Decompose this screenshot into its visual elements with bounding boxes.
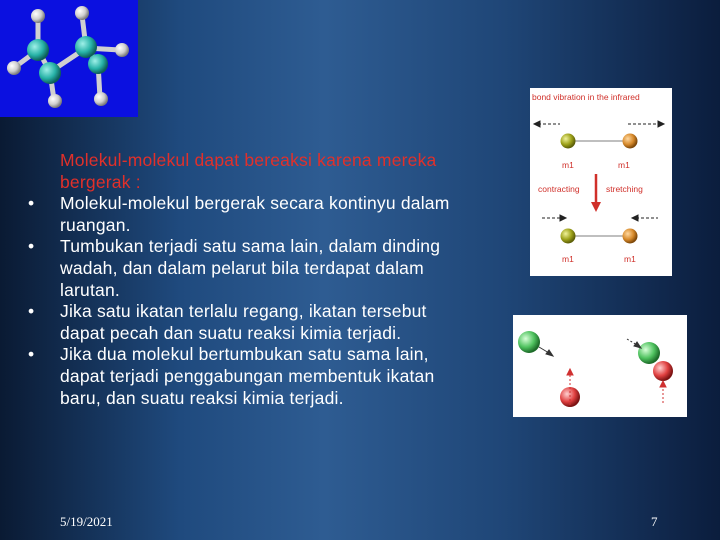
bullet-4-line-1: Jika dua molekul bertumbukan satu sama lain, bbox=[60, 344, 429, 365]
page-number: 7 bbox=[651, 514, 658, 529]
bullet-item-2 bbox=[22, 236, 500, 301]
intro-text bbox=[22, 150, 500, 193]
mass-label-right-top: m1 bbox=[618, 160, 630, 170]
bullet-dot: • bbox=[28, 301, 35, 322]
collision-diagram bbox=[513, 315, 687, 417]
footer-date: 5/19/2021 bbox=[60, 514, 113, 529]
bullet-1-line-2: ruangan. bbox=[60, 214, 131, 235]
bullet-3-line-1: Jika satu ikatan terlalu regang, ikatan tersebut bbox=[60, 301, 427, 322]
motion-arrow-icon bbox=[539, 347, 553, 356]
bullet-item-1 bbox=[22, 193, 500, 236]
mass-label-right-bottom: m1 bbox=[624, 254, 636, 264]
bullet-4-line-3: baru, dan suatu reaksi kimia terjadi. bbox=[60, 387, 344, 408]
motion-arrow-icon bbox=[660, 381, 666, 403]
bullet-2-line-2: wadah, dan dalam pelarut bila terdapat dalam bbox=[60, 257, 424, 278]
bullet-item-4 bbox=[22, 344, 500, 409]
bullet-2-line-3: larutan. bbox=[60, 279, 120, 300]
slide-body-text bbox=[22, 150, 500, 409]
ethylene-molecule-image bbox=[0, 0, 138, 117]
bond-vibration-figure bbox=[530, 88, 672, 276]
green-molecule-left bbox=[518, 331, 540, 353]
bullet-dot: • bbox=[28, 193, 35, 214]
bullet-dot: • bbox=[28, 236, 35, 257]
molecule-model-icon bbox=[0, 0, 138, 117]
atom-right-top bbox=[623, 134, 638, 149]
bullet-4-line-2: dapat terjadi penggabungan membentuk ikatan bbox=[60, 365, 435, 386]
intro-line-2: bergerak : bbox=[60, 171, 141, 192]
bullet-1-line-1: Molekul-molekul bergerak secara kontinyu dalam bbox=[60, 193, 450, 214]
bullet-3-line-2: dapat pecah dan suatu reaksi kimia terjadi. bbox=[60, 322, 402, 343]
motion-arrow-icon bbox=[627, 339, 641, 348]
atom-right-bottom bbox=[623, 229, 638, 244]
mass-label-left-top: m1 bbox=[562, 160, 574, 170]
vibration-arrow-icon bbox=[591, 174, 601, 212]
vibration-title: bond vibration in the infrared bbox=[532, 92, 640, 102]
red-molecule-right bbox=[653, 361, 673, 381]
bullet-item-3 bbox=[22, 301, 500, 344]
stretching-label: stretching bbox=[606, 184, 643, 194]
contracting-label: contracting bbox=[538, 184, 580, 194]
green-molecule-right bbox=[638, 342, 660, 364]
bullet-2-line-1: Tumbukan terjadi satu sama lain, dalam dinding bbox=[60, 236, 441, 257]
intro-line-1: Molekul-molekul dapat bereaksi karena mereka bbox=[60, 150, 437, 170]
bullet-dot: • bbox=[28, 344, 35, 365]
bullet-list bbox=[22, 193, 500, 409]
molecule-collision-figure bbox=[513, 315, 687, 417]
atom-left-top bbox=[561, 134, 576, 149]
atom-left-bottom bbox=[561, 229, 576, 244]
mass-label-left-bottom: m1 bbox=[562, 254, 574, 264]
bond-vibration-diagram bbox=[530, 88, 672, 276]
